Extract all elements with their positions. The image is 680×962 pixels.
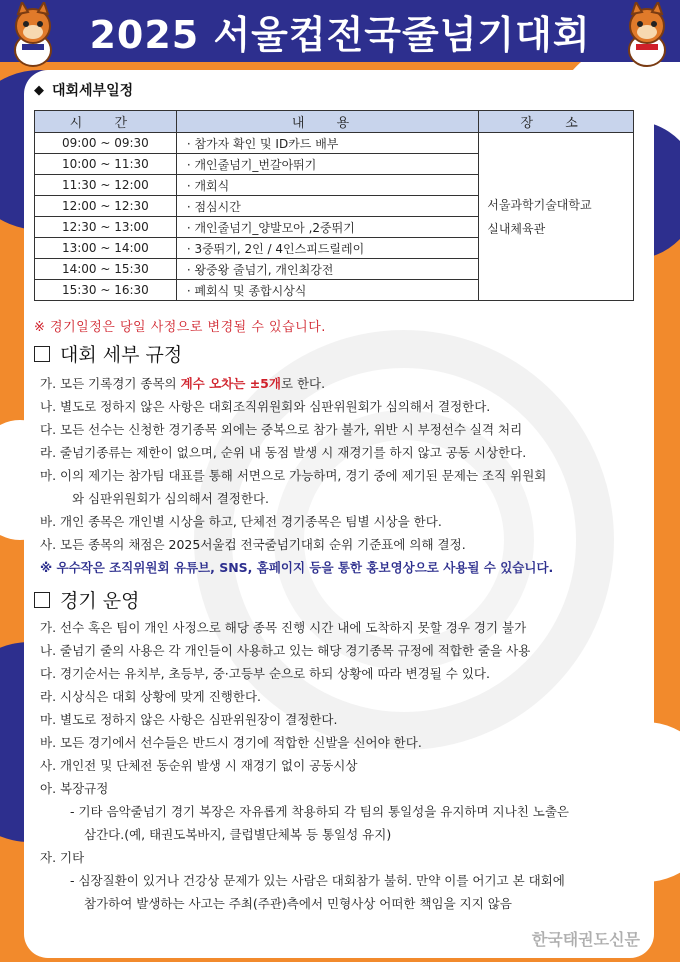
other-rule-line: - 심장질환이 있거나 건강상 문제가 있는 사람은 대회참가 불허. 만약 이를 어기고 본 대회에 xyxy=(70,873,565,888)
table-row xyxy=(35,133,634,154)
list-item: 라. 시상식은 대회 상황에 맞게 진행한다. xyxy=(40,689,261,704)
list-item-continuation: 와 심판위원회가 심의해서 결정한다. xyxy=(72,491,270,506)
list-item: 가. 모든 기록경기 종목의 계수 오차는 ±5개로 한다. xyxy=(40,376,326,391)
list-item: 다. 경기순서는 유치부, 초등부, 중·고등부 순으로 하되 상황에 따라 변경될 수 있다. xyxy=(40,666,490,681)
time-cell: 14:00 ~ 15:30 xyxy=(35,259,177,280)
squirrel-mascot-icon xyxy=(4,2,62,68)
diamond-icon: ◆ xyxy=(34,82,44,98)
content-cell: · 점심시간 xyxy=(176,196,478,217)
time-cell: 11:30 ~ 12:00 xyxy=(35,175,177,196)
time-cell: 13:00 ~ 14:00 xyxy=(35,238,177,259)
time-cell: 15:30 ~ 16:30 xyxy=(35,280,177,301)
list-item: 자. 기타 xyxy=(40,850,85,865)
list-item: 가. 선수 혹은 팀이 개인 사정으로 해당 종목 진행 시간 내에 도착하지 못할 경우 경기 불가 xyxy=(40,620,527,635)
squirrel-mascot-icon xyxy=(618,2,676,68)
list-item: 아. 복장규정 xyxy=(40,781,109,796)
publisher-watermark: 한국태권도신문 xyxy=(531,930,640,949)
schedule-heading: ◆ 대회세부일정 xyxy=(34,82,134,99)
content-cell: · 개인줄넘기_양발모아 ,2중뛰기 xyxy=(176,217,478,238)
list-item: 사. 개인전 및 단체전 동순위 발생 시 재경기 없이 공동시상 xyxy=(40,758,358,773)
content-cell: · 3중뛰기, 2인 / 4인스피드릴레이 xyxy=(176,238,478,259)
time-cell: 12:30 ~ 13:00 xyxy=(35,217,177,238)
dress-rule-line: - 기타 음악줄넘기 경기 복장은 자유롭게 착용하되 각 팀의 통일성을 유지하며 지나친 노출은 xyxy=(70,804,569,819)
place-cell xyxy=(479,133,634,301)
list-item: 나. 줄넘기 줄의 사용은 각 개인들이 사용하고 있는 해당 경기종목 규정에 적합한 줄을 사용 xyxy=(40,643,531,658)
other-rule-line: 참가하여 발생하는 사고는 주최(주관)측에서 민형사상 어떠한 책임을 지지 않음 xyxy=(84,896,512,911)
square-icon xyxy=(34,346,50,362)
place-name: 서울과학기술대학교 xyxy=(487,197,592,212)
content-cell: · 왕중왕 줄넘기, 개인최강전 xyxy=(176,259,478,280)
content-cell: · 참가자 확인 및 ID카드 배부 xyxy=(176,133,478,154)
time-cell: 12:00 ~ 12:30 xyxy=(35,196,177,217)
list-item: 바. 개인 종목은 개인별 시상을 하고, 단체전 경기종목은 팀별 시상을 한다. xyxy=(40,514,442,529)
content-cell: · 개회식 xyxy=(176,175,478,196)
square-icon xyxy=(34,592,50,608)
rules-heading: 대회 세부 규정 xyxy=(34,340,182,367)
header-banner xyxy=(0,0,680,62)
content-cell: · 폐회식 및 종합시상식 xyxy=(176,280,478,301)
content-card xyxy=(24,70,654,958)
column-header-content: 내 용 xyxy=(176,111,478,133)
page-title: 2025 서울컵전국줄넘기대회 xyxy=(89,12,591,57)
list-item: 다. 모든 선수는 신청한 경기종목 외에는 중복으로 참가 불가, 위반 시 부정선수 실격 처리 xyxy=(40,422,523,437)
time-cell: 09:00 ~ 09:30 xyxy=(35,133,177,154)
list-item: 마. 이의 제기는 참가팀 대표를 통해 서면으로 가능하며, 경기 중에 제기된 문제는 조직 위원회 xyxy=(40,468,547,483)
promo-note: ※ 우수작은 조직위원회 유튜브, SNS, 홈페이지 등을 통한 홍보영상으로 사용될 수 있습니다. xyxy=(40,560,554,575)
place-hall: 실내체육관 xyxy=(487,221,546,236)
operation-heading: 경기 운영 xyxy=(34,586,139,613)
schedule-table xyxy=(34,110,634,301)
column-header-place: 장 소 xyxy=(479,111,634,133)
dress-rule-line: 삼간다.(예, 태권도복바지, 클럽별단체복 등 통일성 유지) xyxy=(84,827,392,842)
column-header-time: 시 간 xyxy=(35,111,177,133)
time-cell: 10:00 ~ 11:30 xyxy=(35,154,177,175)
content-cell: · 개인줄넘기_번갈아뛰기 xyxy=(176,154,478,175)
schedule-notice: ※ 경기일정은 당일 사정으로 변경될 수 있습니다. xyxy=(34,320,326,335)
operation-list xyxy=(40,616,650,915)
list-item: 사. 모든 종목의 채점은 2025서울컵 전국줄넘기대회 순위 기준표에 의해 결정. xyxy=(40,537,466,552)
list-item: 나. 별도로 정하지 않은 사항은 대회조직위원회와 심판위원회가 심의해서 결정한다. xyxy=(40,399,491,414)
list-item: 라. 줄넘기종류는 제한이 없으며, 순위 내 동점 발생 시 재경기를 하지 않고 공동 시상한다. xyxy=(40,445,527,460)
list-item: 바. 모든 경기에서 선수들은 반드시 경기에 적합한 신발을 신어야 한다. xyxy=(40,735,422,750)
rules-list xyxy=(40,372,650,579)
list-item: 마. 별도로 정하지 않은 사항은 심판위원장이 결정한다. xyxy=(40,712,338,727)
highlight-text: 계수 오차는 ±5개 xyxy=(180,376,281,391)
